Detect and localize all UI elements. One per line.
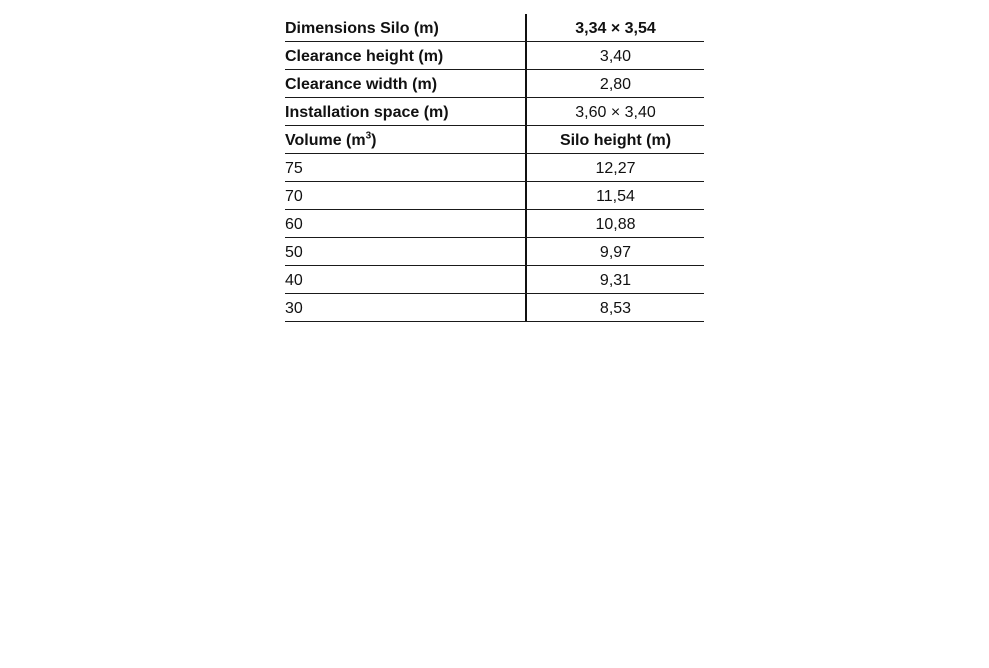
spec-label: Dimensions Silo (m)	[285, 14, 527, 41]
spec-label: Installation space (m)	[285, 98, 527, 125]
table-row	[285, 154, 704, 182]
volume-cell: 70	[285, 182, 527, 209]
volume-header-suffix: )	[371, 132, 377, 149]
table-row	[285, 14, 704, 42]
volume-cell: 60	[285, 210, 527, 237]
table-row	[285, 182, 704, 210]
table-row	[285, 98, 704, 126]
volume-header-prefix: Volume (m	[285, 132, 366, 149]
spec-value: 3,60 × 3,40	[575, 104, 656, 121]
spec-value: 2,80	[599, 76, 632, 93]
silo-height-column-header: Silo height (m)	[559, 132, 672, 149]
spec-label: Clearance height (m)	[285, 42, 527, 69]
height-cell: 11,54	[596, 188, 635, 205]
volume-cell: 75	[285, 154, 527, 181]
height-cell: 12,27	[595, 160, 636, 177]
spec-value: 3,40	[599, 48, 632, 65]
silo-spec-table	[285, 14, 704, 322]
height-cell: 8,53	[599, 300, 632, 317]
table-row	[285, 42, 704, 70]
table-row	[285, 210, 704, 238]
height-cell: 9,31	[599, 272, 632, 289]
volume-cell: 30	[285, 294, 527, 321]
volume-cell: 40	[285, 266, 527, 293]
table-row	[285, 70, 704, 98]
table-row	[285, 294, 704, 322]
table-row	[285, 266, 704, 294]
spec-value: 3,34 × 3,54	[575, 20, 656, 37]
table-row	[285, 238, 704, 266]
volume-header-row	[285, 126, 704, 154]
volume-column-header	[285, 126, 527, 153]
height-cell: 9,97	[599, 244, 632, 261]
spec-label: Clearance width (m)	[285, 70, 527, 97]
volume-header-superscript: 3	[365, 130, 372, 142]
height-cell: 10,88	[595, 216, 636, 233]
volume-cell: 50	[285, 238, 527, 265]
